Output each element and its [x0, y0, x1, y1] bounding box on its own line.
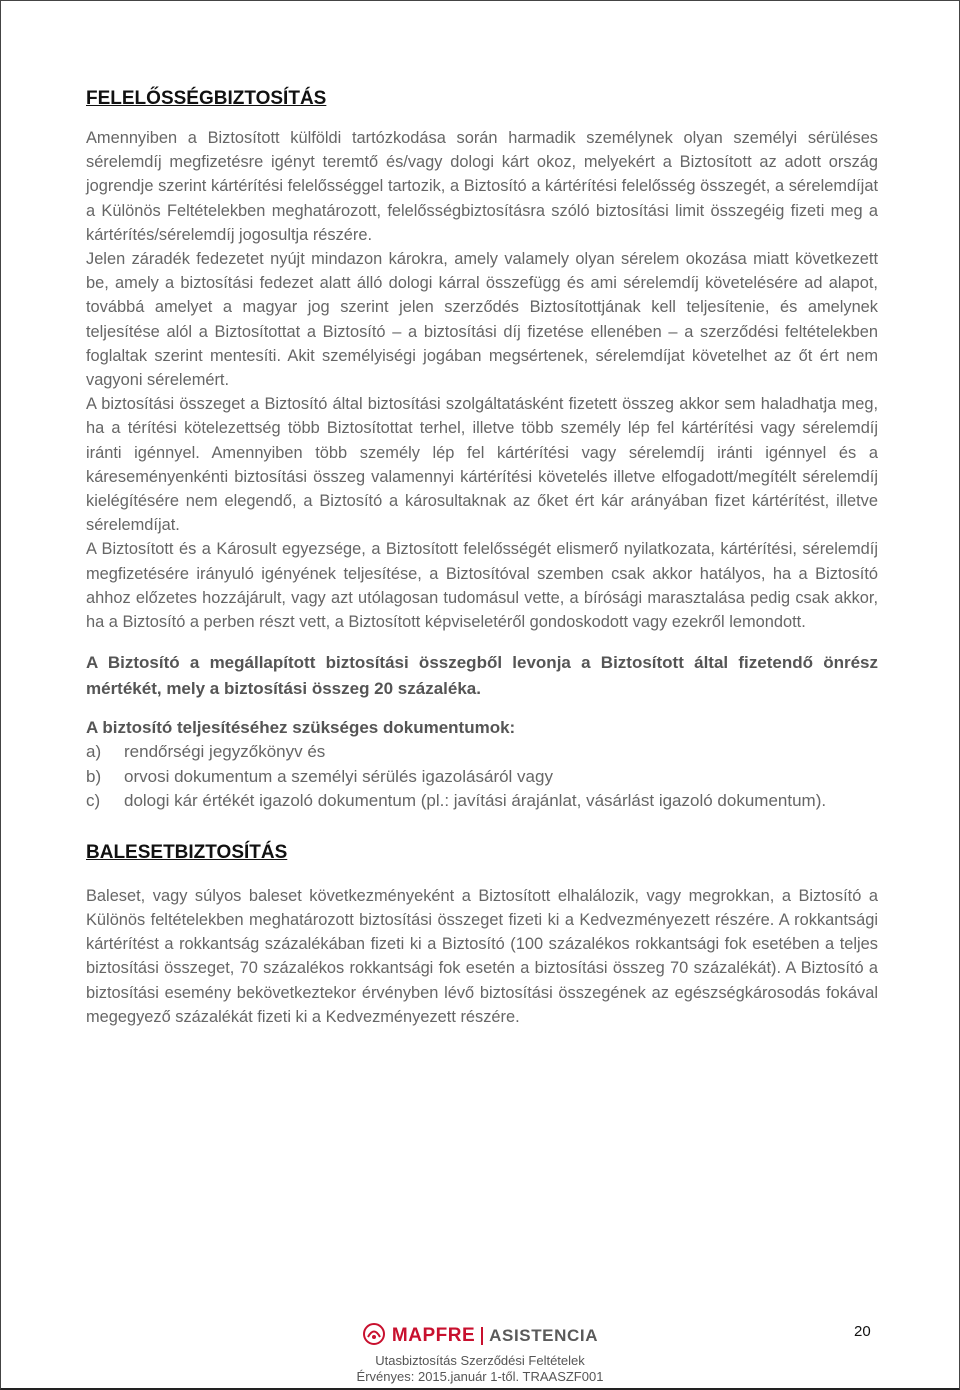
list-marker: c) — [86, 791, 101, 811]
list-item-text: orvosi dokumentum a személyi sérülés igazolásáról vagy — [124, 766, 553, 786]
footer-validity: Érvényes: 2015.január 1-től. TRAASZF001 — [356, 1369, 604, 1384]
liability-paragraph: Jelen záradék fedezetet nyújt mindazon károkra, amely valamely olyan sérelem okozása miatt következett be, amely a biztosítási fedezet alatt álló dologi kárral összefügg és ami sérelemdíj követelésére ad alapot, továbbá amelyet a magyar jog szerint jelen szerződés Biztosítottjának kell teljesítenie, és amelynek teljesítése alól a Biztosítottat a Biztosító – a biztosítási díj fizetése ellenében – a szerződési feltételekben foglaltak szerint mentesíti. Akit személyiségi jogában megsértenek, sérelemdíjat követelhet az őt ért nem vagyoni sérelemért. — [86, 250, 878, 390]
list-item-text: dologi kár értékét igazoló dokumentum (pl.: javítási árajánlat, vásárlást igazoló dokumentum). — [124, 791, 827, 811]
liability-paragraph: A Biztosított és a Károsult egyezsége, a Biztosított felelősségét elismerő nyilatkozata, kártérítési, sérelemdíj megfizetésére irányuló igényének teljesítése, a Biztosítóval szemben csak akkor hatályos, ha a Biztosító ahhoz előzetes hozzájárult, vagy azt utólagosan tudomásul vette, a bírósági marasztalása pedig csak akkor, ha a Biztosító a perben részt vett, a Biztosított képviseletéről gondoskodott vagy ezekről lemondott. — [86, 540, 878, 632]
accident-section-title: BALESETBIZTOSÍTÁS — [86, 841, 288, 863]
liability-paragraph: A biztosítási összeget a Biztosító által biztosítási szolgáltatásként fizetett összeg akkor sem haladhatja meg, ha a térítési kötelezettség több Biztosítottat terhel, illetve több személy lép fel kártérítési vagy sérelemdíj iránti igénnyel. Amennyiben több személy lép fel kártérítési vagy sérelemdíj iránti igénnyel és a káreseményenkénti biztosítási összeg valamennyi kártérítési követelés illetve elfogadott/megítélt sérelemdíj kielégítésére nem elegendő, a Biztosító a károsultaknak az őket ért kár arányában fizet kártérítést, illetve sérelemdíjat. — [86, 395, 878, 535]
required-documents-heading: A biztosító teljesítéséhez szükséges dokumentumok: — [86, 718, 516, 738]
page-footer — [1, 1319, 959, 1385]
list-item — [86, 789, 878, 814]
mapfre-emblem-icon — [362, 1322, 386, 1351]
list-item-text: rendőrségi jegyzőkönyv és — [124, 742, 326, 762]
logo-divider — [481, 1327, 483, 1345]
accident-paragraph: Baleset, vagy súlyos baleset következményeként a Biztosított elhalálozik, vagy megrokkan, a Biztosító a Különös feltételekben meghatározott biztosítási összeget fizeti ki a Kedvezményezett részére. A rokkantsági kártérítést a rokkantság százalékában fizeti ki a Biztosító (100 százalékos rokkantsági fok esetében a teljes biztosítási összeget, 70 százalékos rokkantsági fok esetén a biztosítási összeg 70 százalékát). A Biztosító a biztosítási esemény bekövetkeztekor érvényben lévő biztosítási összegének az egészségkárosodás fokával megegyező százalékát fizeti ki a Kedvezményezett részére. — [86, 886, 878, 1026]
footer-document-title: Utasbiztosítás Szerződési Feltételek — [375, 1353, 585, 1368]
list-marker: a) — [86, 742, 102, 762]
logo-brand-text: MAPFRE — [391, 1325, 476, 1346]
deductible-note: A Biztosító a megállapított biztosítási összegből levonja a Biztosított által fizetendő önrész mértékét, mely a biztosítási összeg 20 százaléka. — [86, 653, 878, 699]
list-marker: b) — [86, 766, 102, 786]
liability-section-title: FELELŐSSÉGBIZTOSÍTÁS — [86, 88, 327, 109]
page-number: 20 — [854, 1323, 871, 1340]
company-logo — [362, 1319, 598, 1353]
list-item — [86, 765, 878, 790]
list-item — [86, 740, 878, 765]
required-documents-list — [86, 740, 878, 814]
liability-paragraph: Amennyiben a Biztosított külföldi tartózkodása során harmadik személynek olyan személyi sérüléses sérelemdíj megfizetésre igényt teremtő és/vagy dologi kárt okoz, melyekért a Biztosított az adott ország jogrendje szerint kártérítési felelősséggel tartozik, a Biztosító a kártérítési felelősség összegét, a sérelemdíjat a Különös Feltételekben meghatározott, felelősségbiztosításra szóló biztosítási limit összegéig fizeti meg a kártérítés/sérelemdíj jogosultja részére. — [86, 129, 878, 244]
page-content — [86, 81, 878, 1029]
logo-sub-text: ASISTENCIA — [489, 1326, 599, 1345]
